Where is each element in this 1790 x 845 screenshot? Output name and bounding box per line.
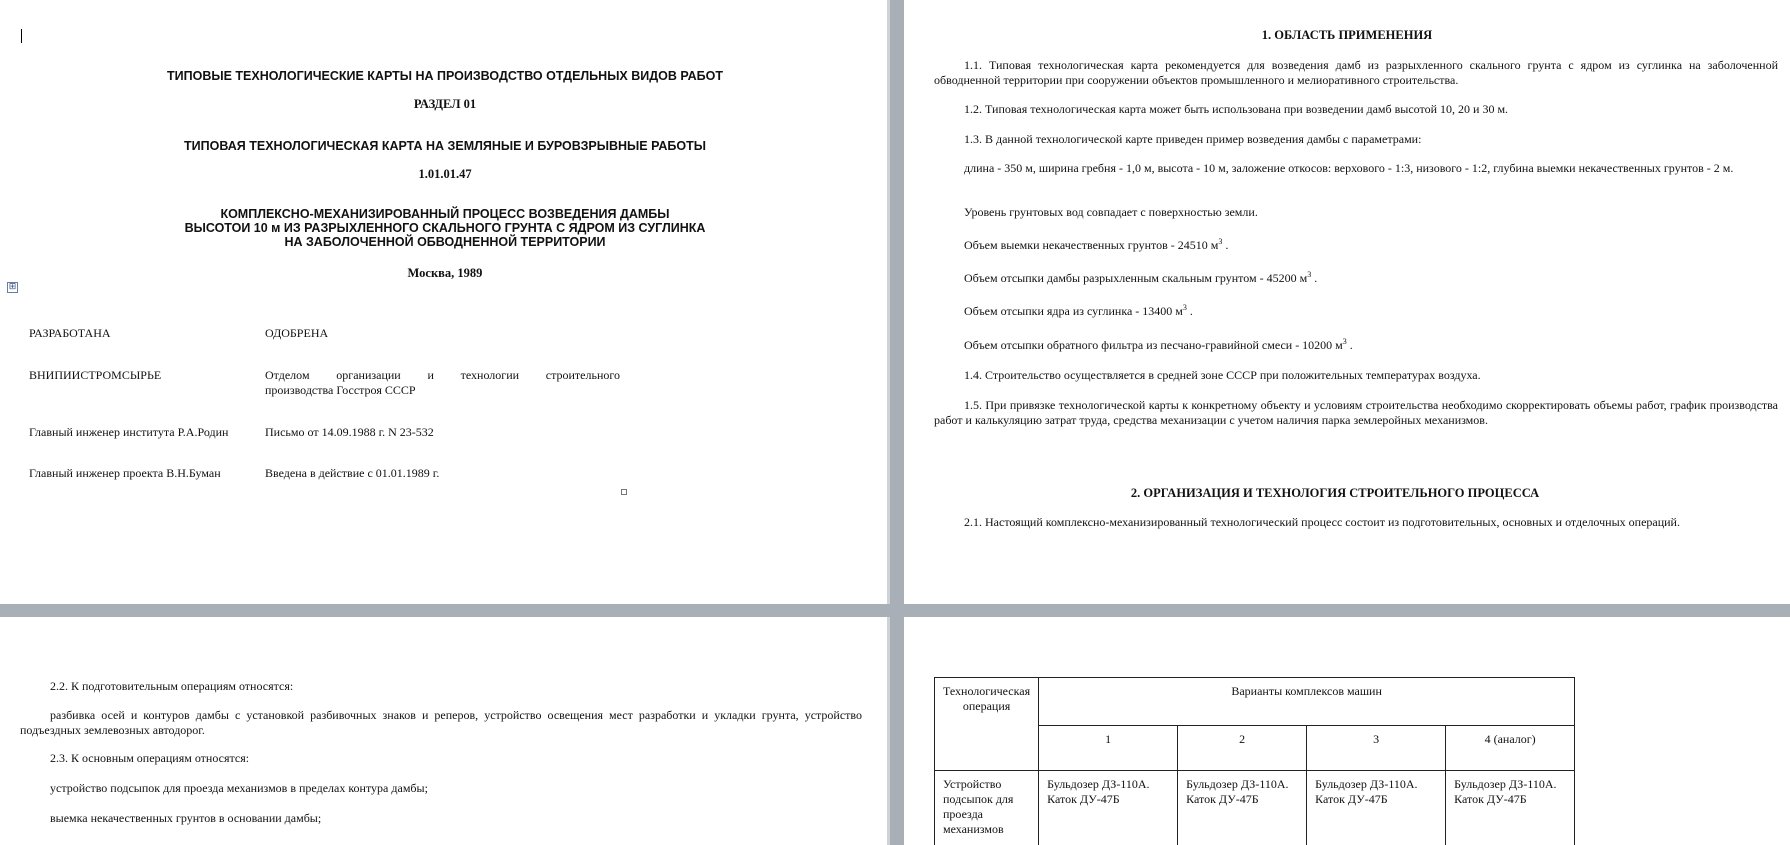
document-page-title — [0, 0, 890, 604]
approval-developer-org: ВНИПИИСТРОМСЫРЬЕ — [29, 368, 162, 382]
paragraph-1-3: 1.3. В данной технологической карте приведен пример возведения дамбы с параметрами: — [964, 132, 1422, 146]
approval-approver-org: Отделом организации и технологии строительного — [265, 368, 620, 382]
variant-col-1: 1 — [1039, 725, 1178, 770]
main-operation-2: выемка некачественных грунтов в основании дамбы; — [50, 811, 322, 825]
approval-effective-date: Введена в действие с 01.01.1989 г. — [265, 466, 440, 480]
process-title-line: ВЫСОТОИ 10 м ИЗ РАЗРЫХЛЕННОГО СКАЛЬНОГО ГРУНТА С ЯДРОМ ИЗ СУГЛИНКА — [184, 220, 706, 235]
machine-cell: Бульдозер ДЗ-110А. Каток ДУ-47Б — [1178, 771, 1307, 845]
cubic-superscript: 3 — [1342, 337, 1347, 346]
machine-sets-table — [934, 677, 1575, 845]
page-edge — [887, 0, 890, 604]
dam-parameters: длина - 350 м, ширина гребня - 1,0 м, высота - 10 м, заложение откосов: верхового - 1:3, низового - 1:2, глубина выемки некачественных грунтов - 2 м. — [964, 161, 1734, 175]
document-page-operations — [0, 617, 890, 845]
approval-approved-label: ОДОБРЕНА — [265, 326, 329, 340]
table-move-handle-icon[interactable]: ⊞ — [8, 282, 17, 292]
approval-approver-org-line2: производства Госстроя СССР — [265, 383, 416, 397]
volume-text: Объем отсыпки ядра из суглинка - 13400 м — [964, 304, 1183, 318]
preparatory-operations: разбивка осей и контуров дамбы с установкой разбивочных знаков и реперов, устройство освещения мест разработки и укладки грунта, устройство подъездных землевозных автодорог. — [20, 708, 862, 737]
approval-letter: Письмо от 14.09.1988 г. N 23-532 — [265, 425, 434, 439]
card-title: ТИПОВАЯ ТЕХНОЛОГИЧЕСКАЯ КАРТА НА ЗЕМЛЯНЫЕ И БУРОВЗРЫВНЫЕ РАБОТЫ — [184, 139, 706, 153]
paragraph-2-2: 2.2. К подготовительным операциям относятся: — [50, 679, 294, 693]
variants-header-cell: Варианты комплексов машин — [1039, 678, 1575, 726]
approval-chief-engineer-institute: Главный инженер института Р.А.Родин — [29, 425, 229, 439]
volume-text: Объем отсыпки обратного фильтра из песчано-гравийной смеси - 10200 м — [964, 338, 1343, 352]
variant-col-3: 3 — [1307, 725, 1446, 770]
section-2-heading: 2. ОРГАНИЗАЦИЯ И ТЕХНОЛОГИЯ СТРОИТЕЛЬНОГО ПРОЦЕССА — [1130, 486, 1540, 500]
table-row — [935, 771, 1575, 845]
volume-filter: Объем отсыпки обратного фильтра из песчано-гравийной смеси - 10200 $м^3$ . — [964, 337, 1353, 352]
document-page-machines — [904, 617, 1790, 845]
cubic-superscript: 3 — [1218, 237, 1223, 246]
card-code: 1.01.01.47 — [418, 167, 472, 181]
variant-col-2: 2 — [1178, 725, 1307, 770]
variant-col-4: 4 (аналог) — [1446, 725, 1575, 770]
process-title-line: КОМПЛЕКСНО-МЕХАНИЗИРОВАННЫЙ ПРОЦЕСС ВОЗВЕДЕНИЯ ДАМБЫ — [220, 207, 670, 221]
volume-core: Объем отсыпки ядра из суглинка - 13400 $м^3$ . — [964, 303, 1193, 318]
paragraph-1-2: 1.2. Типовая технологическая карта может быть использована при возведении дамб высотой 10, 20 и 30 м. — [964, 102, 1509, 116]
approval-chief-engineer-project: Главный инженер проекта В.Н.Буман — [29, 466, 221, 480]
text-cursor — [21, 29, 22, 43]
machine-cell: Бульдозер ДЗ-110А. Каток ДУ-47Б — [1446, 771, 1575, 845]
paragraph-1-4: 1.4. Строительство осуществляется в средней зоне СССР при положительных температурах воздуха. — [964, 368, 1481, 382]
paragraph-1-1: 1.1. Типовая технологическая карта рекомендуется для возведения дамб из разрыхленного скального грунта с ядром из суглинка на заболоченной обводненной территории при сооружении объектов промышленного и мелиоративного строительства. — [934, 58, 1778, 87]
groundwater-level: Уровень грунтовых вод совпадает с поверхностью земли. — [964, 205, 1258, 219]
machine-cell: Бульдозер ДЗ-110А. Каток ДУ-47Б — [1307, 771, 1446, 845]
section-1-heading: 1. ОБЛАСТЬ ПРИМЕНЕНИЯ — [1261, 28, 1433, 42]
section-number: РАЗДЕЛ 01 — [413, 97, 477, 111]
paragraph-1-5: 1.5. При привязке технологической карты к конкретному объекту и условиям строительства необходимо скорректировать объемы работ, график производства работ и калькуляцию затрат труда, средства механизации с учетом наличия парка землеройных механизмов. — [934, 398, 1778, 427]
process-title-line: НА ЗАБОЛОЧЕННОЙ ОБВОДНЕННОЙ ТЕРРИТОРИИ — [284, 235, 606, 249]
cubic-superscript: 3 — [1182, 303, 1187, 312]
volume-excavation: Объем выемки некачественных грунтов - 24510 $м^3$ . — [964, 237, 1229, 252]
op-header-cell: Технологическая операция — [935, 678, 1039, 771]
machine-cell: Бульдозер ДЗ-110А. Каток ДУ-47Б — [1039, 771, 1178, 845]
page-edge — [887, 617, 890, 845]
op-cell: Устройство подсыпок для проезда механизмов — [935, 771, 1039, 845]
table-end-marker — [621, 489, 627, 495]
paragraph-2-1: 2.1. Настоящий комплексно-механизированный технологический процесс состоит из подготовительных, основных и отделочных операций. — [964, 515, 1680, 529]
table-header-row — [935, 678, 1575, 726]
approval-developed-label: РАЗРАБОТАНА — [29, 326, 111, 340]
volume-rock-fill: Объем отсыпки дамбы разрыхленным скальным грунтом - 45200 $м^3$ . — [964, 270, 1318, 285]
document-series-title: ТИПОВЫЕ ТЕХНОЛОГИЧЕСКИЕ КАРТЫ НА ПРОИЗВОДСТВО ОТДЕЛЬНЫХ ВИДОВ РАБОТ — [167, 69, 723, 83]
city-year: Москва, 1989 — [407, 266, 483, 280]
volume-text: Объем отсыпки дамбы разрыхленным скальным грунтом - 45200 м — [964, 271, 1308, 285]
process-title — [0, 207, 890, 251]
document-page-scope — [904, 0, 1790, 604]
cubic-superscript: 3 — [1307, 270, 1312, 279]
paragraph-2-3: 2.3. К основным операциям относятся: — [50, 751, 250, 765]
volume-text: Объем выемки некачественных грунтов - 24510 м — [964, 238, 1219, 252]
main-operation-1: устройство подсыпок для проезда механизмов в пределах контура дамбы; — [50, 781, 428, 795]
